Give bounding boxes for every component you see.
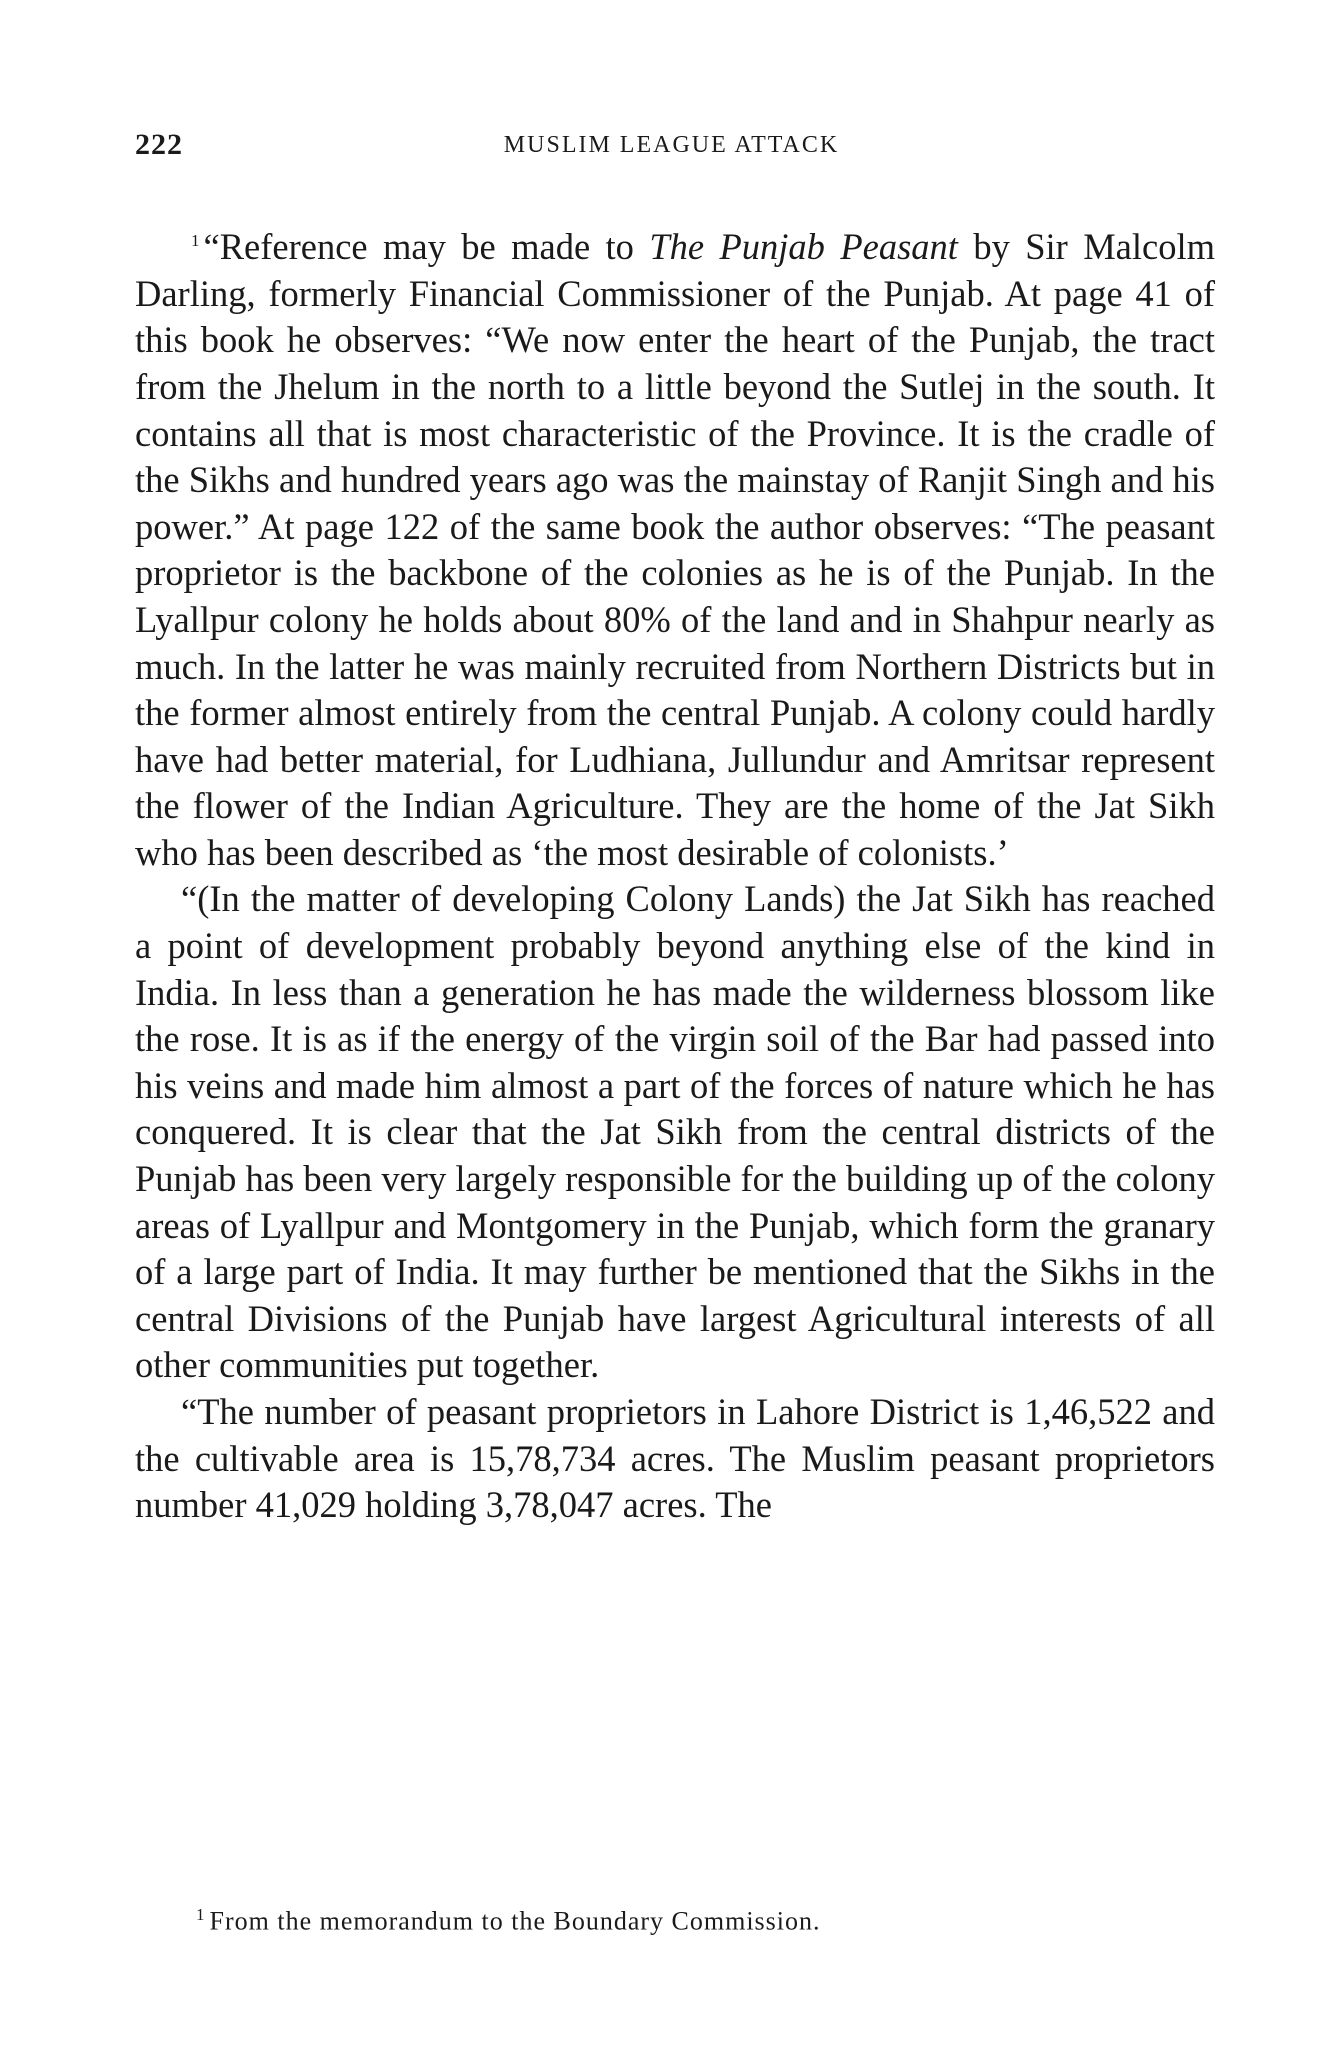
paragraph-1 bbox=[135, 218, 1215, 876]
body-text bbox=[135, 218, 1215, 1529]
paragraph-1-lead: “Reference may be made to bbox=[203, 226, 650, 268]
paragraph-1-text: by Sir Malcolm Darling, formerly Financial Commissioner of the Punjab. At page 41 of this book he observes: “We now enter the heart of the Punjab, the tract from the Jhelum in the north to a little beyond the Sutlej in the south. It contains all that is most characteristic of the Province. It is the cradle of the Sikhs and hundred years ago was the mainstay of Ranjit Singh and his power.” At page 122 of the same book the author observes: “The peasant proprietor is the backbone of the colonies as he is of the Punjab. In the Lyallpur colony he holds about 80% of the land and in Shahpur nearly as much. In the latter he was mainly recruited from Northern Districts but in the former almost entirely from the central Punjab. A colony could hardly have had better material, for Ludhiana, Jullundur and Amritsar represent the flower of the Indian Agriculture. They are the home of the Jat Sikh who has been described as ‘the most desirable of colonists.’ bbox=[135, 226, 1215, 873]
page-number: 222 bbox=[135, 128, 183, 161]
footnote-number: 1 bbox=[196, 1905, 206, 1924]
book-title: The Punjab Peasant bbox=[649, 226, 958, 268]
footnote-text: From the memorandum to the Boundary Commission. bbox=[209, 1906, 821, 1936]
page-header bbox=[135, 128, 1208, 172]
running-head: MUSLIM LEAGUE ATTACK bbox=[503, 132, 840, 158]
footnote bbox=[196, 1905, 821, 1937]
footnote-marker: 1 bbox=[191, 231, 200, 250]
paragraph-3: “The number of peasant proprietors in Lahore District is 1,46,522 and the cultivable area is 15,78,734 acres. The Muslim peasant proprietors number 41,029 holding 3,78,047 acres. The bbox=[135, 1391, 1215, 1526]
paragraph-2: “(In the matter of developing Colony Lands) the Jat Sikh has reached a point of development probably beyond anything else of the kind in India. In less than a generation he has made the wilderness blossom like the rose. It is as if the energy of the virgin soil of the Bar had passed into his veins and made him almost a part of the forces of nature which he has conquered. It is clear that the Jat Sikh from the central districts of the Punjab has been very largely responsible for the building up of the colony areas of Lyallpur and Montgomery in the Punjab, which form the granary of a large part of India. It may further be mentioned that the Sikhs in the central Divisions of the Punjab have largest Agricultural interests of all other communities put together. bbox=[135, 878, 1215, 1386]
